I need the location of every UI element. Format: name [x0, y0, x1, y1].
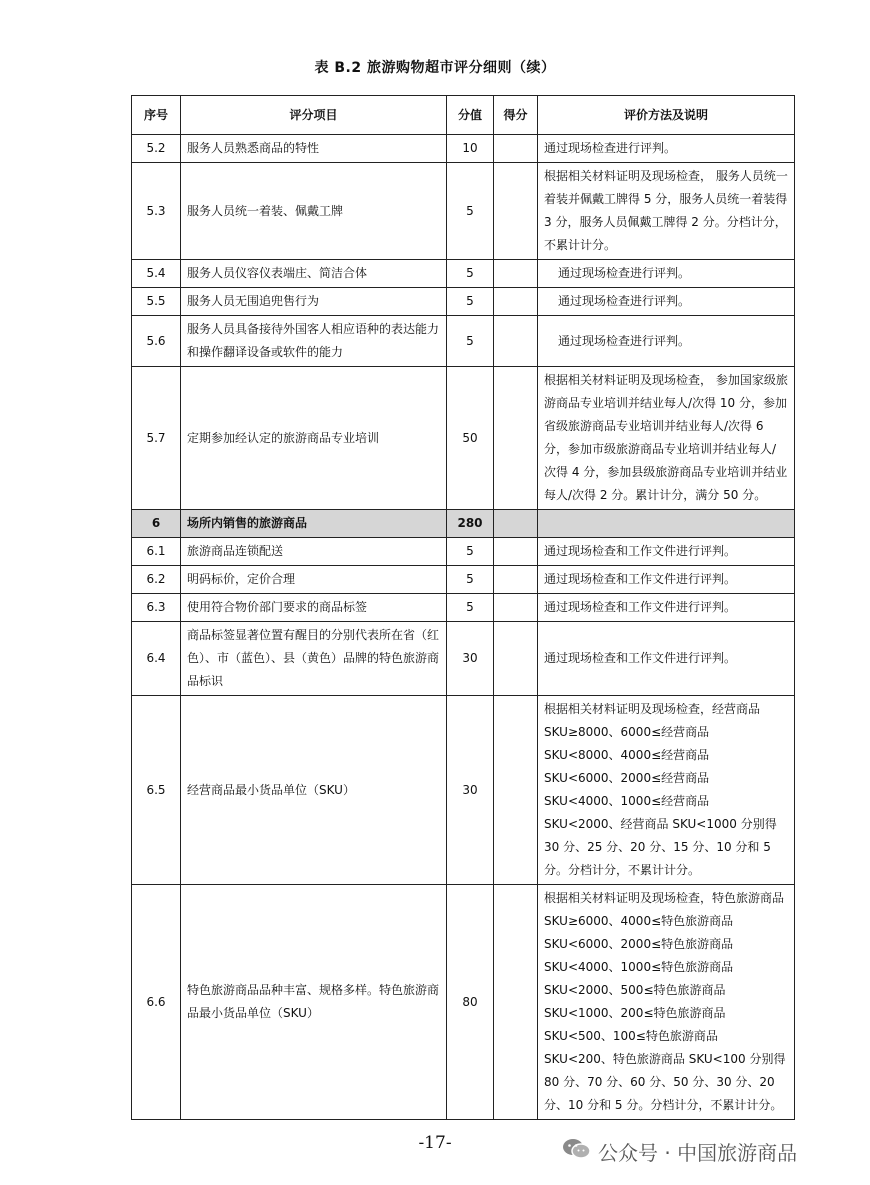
row-no: 6.3 — [132, 594, 181, 622]
row-no: 6.4 — [132, 622, 181, 696]
row-score: 10 — [447, 135, 494, 163]
row-score: 5 — [447, 163, 494, 260]
row-got — [494, 566, 538, 594]
row-no: 5.7 — [132, 367, 181, 510]
table-row — [132, 696, 795, 885]
row-no: 6.6 — [132, 885, 181, 1120]
row-score: 5 — [447, 288, 494, 316]
table-row — [132, 163, 795, 260]
row-got — [494, 316, 538, 367]
table-row — [132, 594, 795, 622]
header-item: 评分项目 — [181, 96, 447, 135]
section-row — [132, 510, 795, 538]
row-score: 50 — [447, 367, 494, 510]
table-row — [132, 367, 795, 510]
row-got — [494, 163, 538, 260]
header-method: 评价方法及说明 — [538, 96, 795, 135]
row-method: 通过现场检查和工作文件进行评判。 — [538, 622, 795, 696]
header-no: 序号 — [132, 96, 181, 135]
table-row — [132, 288, 795, 316]
row-got — [494, 538, 538, 566]
row-item: 旅游商品连锁配送 — [181, 538, 447, 566]
row-method: 通过现场检查和工作文件进行评判。 — [538, 594, 795, 622]
row-item: 使用符合物价部门要求的商品标签 — [181, 594, 447, 622]
row-score: 5 — [447, 260, 494, 288]
row-score: 30 — [447, 696, 494, 885]
row-no: 6.1 — [132, 538, 181, 566]
row-no: 5.5 — [132, 288, 181, 316]
row-method: 通过现场检查和工作文件进行评判。 — [538, 566, 795, 594]
row-item: 特色旅游商品品种丰富、规格多样。特色旅游商品最小货品单位（SKU） — [181, 885, 447, 1120]
row-item: 经营商品最小货品单位（SKU） — [181, 696, 447, 885]
row-score: 80 — [447, 885, 494, 1120]
row-score: 5 — [447, 566, 494, 594]
table-row — [132, 316, 795, 367]
table-row — [132, 566, 795, 594]
section-method — [538, 510, 795, 538]
section-score: 280 — [447, 510, 494, 538]
row-score: 5 — [447, 316, 494, 367]
row-score: 5 — [447, 538, 494, 566]
row-item: 定期参加经认定的旅游商品专业培训 — [181, 367, 447, 510]
table-row — [132, 885, 795, 1120]
row-got — [494, 885, 538, 1120]
table-title: 表 B.2 旅游购物超市评分细则（续） — [314, 60, 556, 76]
table-row — [132, 260, 795, 288]
row-no: 6.2 — [132, 566, 181, 594]
watermark-text: 公众号 · 中国旅游商品 — [598, 1141, 798, 1165]
header-got: 得分 — [494, 96, 538, 135]
row-got — [494, 367, 538, 510]
row-item: 商品标签显著位置有醒目的分别代表所在省（红色）、市（蓝色）、县（黄色）品牌的特色旅游商品标识 — [181, 622, 447, 696]
row-method: 根据相关材料证明及现场检查， 服务人员统一着装并佩戴工牌得 5 分，服务人员统一着装得 3 分，服务人员佩戴工牌得 2 分。分档计分，不累计计分。 — [538, 163, 795, 260]
row-got — [494, 696, 538, 885]
row-method: 根据相关材料证明及现场检查， 参加国家级旅游商品专业培训并结业每人/次得 10 分，参加省级旅游商品专业培训并结业每人/次得 6 分，参加市级旅游商品专业培训并结业每人/次得 4 分，参加县级旅游商品专业培训并结业每人/次得 2 分。累计计分，满分 50 分。 — [538, 367, 795, 510]
row-score: 5 — [447, 594, 494, 622]
row-got — [494, 260, 538, 288]
row-no: 5.2 — [132, 135, 181, 163]
page-number: -17- — [418, 1133, 452, 1153]
row-method: 通过现场检查进行评判。 — [538, 316, 795, 367]
table-row — [132, 538, 795, 566]
row-no: 6.5 — [132, 696, 181, 885]
row-item: 服务人员具备接待外国客人相应语种的表达能力和操作翻译设备或软件的能力 — [181, 316, 447, 367]
row-method: 通过现场检查进行评判。 — [538, 288, 795, 316]
row-got — [494, 594, 538, 622]
section-item: 场所内销售的旅游商品 — [181, 510, 447, 538]
row-item: 服务人员无围追兜售行为 — [181, 288, 447, 316]
row-no: 5.6 — [132, 316, 181, 367]
row-got — [494, 622, 538, 696]
row-no: 5.3 — [132, 163, 181, 260]
row-item: 服务人员熟悉商品的特性 — [181, 135, 447, 163]
watermark — [562, 1137, 797, 1166]
table-row — [132, 622, 795, 696]
row-method: 根据相关材料证明及现场检查，经营商品SKU≥8000、6000≤经营商品 SKU<8000、4000≤经营商品 SKU<6000、2000≤经营商品 SKU<4000、1000≤经营商品 SKU<2000、经营商品 SKU<1000 分别得 30 分、25 分、20 分、15 分、10 分和 5 分。分档计分，不累计计分。 — [538, 696, 795, 885]
header-score: 分值 — [447, 96, 494, 135]
row-method: 根据相关材料证明及现场检查，特色旅游商品 SKU≥6000、4000≤特色旅游商品 SKU<6000、2000≤特色旅游商品 SKU<4000、1000≤特色旅游商品 SKU<2000、500≤特色旅游商品 SKU<1000、200≤特色旅游商品 SKU<500、100≤特色旅游商品 SKU<200、特色旅游商品 SKU<100 分别得 80 分、70 分、60 分、50 分、30 分、20 分、10 分和 5 分。分档计分，不累计计分。 — [538, 885, 795, 1120]
row-got — [494, 288, 538, 316]
table-row — [132, 135, 795, 163]
row-score: 30 — [447, 622, 494, 696]
row-item: 服务人员仪容仪表端庄、简洁合体 — [181, 260, 447, 288]
row-item: 服务人员统一着装、佩戴工牌 — [181, 163, 447, 260]
table-header-row — [132, 96, 795, 135]
section-got — [494, 510, 538, 538]
row-method: 通过现场检查和工作文件进行评判。 — [538, 538, 795, 566]
row-method: 通过现场检查进行评判。 — [538, 260, 795, 288]
section-no: 6 — [132, 510, 181, 538]
row-got — [494, 135, 538, 163]
wechat-icon — [562, 1137, 598, 1166]
row-no: 5.4 — [132, 260, 181, 288]
row-method: 通过现场检查进行评判。 — [538, 135, 795, 163]
scoring-table — [131, 95, 795, 1120]
row-item: 明码标价，定价合理 — [181, 566, 447, 594]
